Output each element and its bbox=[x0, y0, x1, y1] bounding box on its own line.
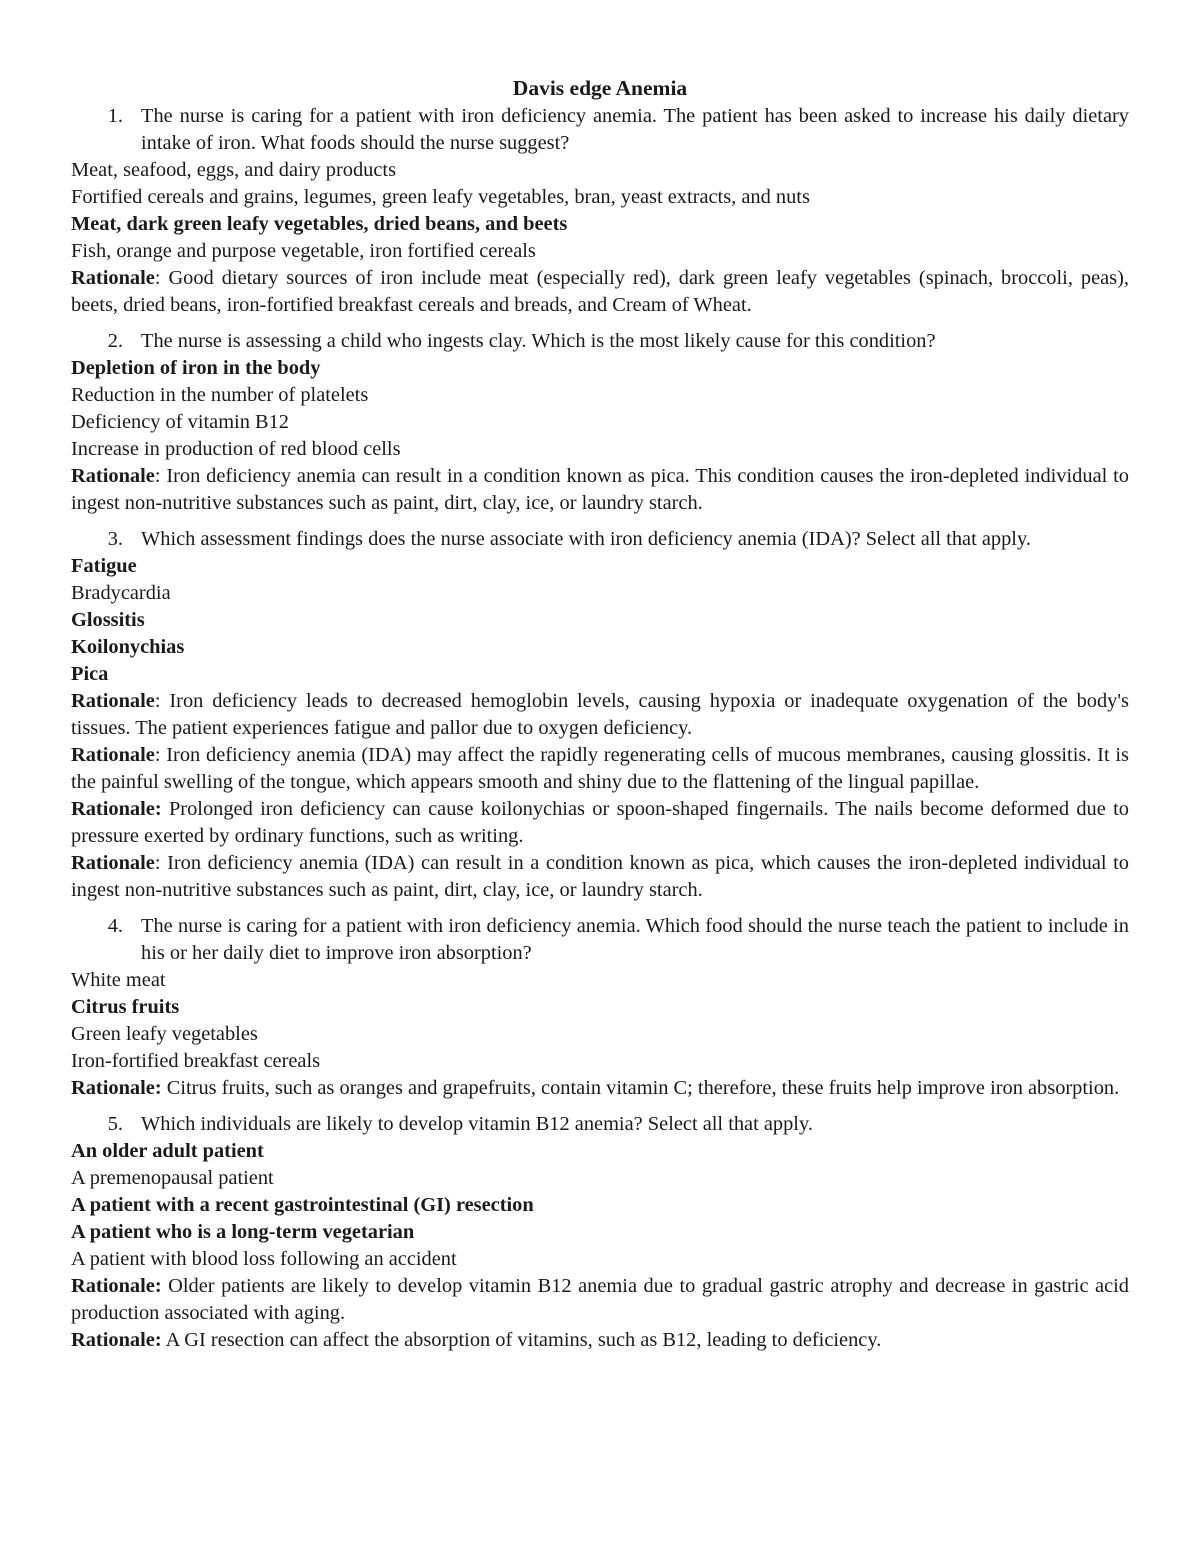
rationale-text: : Good dietary sources of iron include meat (especially red), dark green leafy vegetables (spinach, broccoli, peas), beets, dried beans, iron-fortified breakfast cereals and breads, and Cream of Wheat. bbox=[71, 267, 1129, 316]
answer-option: Bradycardia bbox=[71, 582, 171, 604]
rationale-text: : Iron deficiency anemia (IDA) may affect the rapidly regenerating cells of mucous membranes, causing glossitis. It is the painful swelling of the tongue, which appears smooth and shiny due to the flattening of the lingual papillae. bbox=[71, 744, 1129, 793]
question-number: 4. bbox=[107, 915, 123, 937]
answer-option-correct: A patient with a recent gastrointestinal (GI) resection bbox=[71, 1194, 534, 1216]
rationale-text: : Iron deficiency anemia (IDA) can result in a condition known as pica, which causes the iron-depleted individual to ingest non-nutritive substances such as paint, dirt, clay, ice, or laundry starch. bbox=[71, 852, 1129, 901]
rationale-text: Older patients are likely to develop vitamin B12 anemia due to gradual gastric atrophy and decrease in gastric acid production associated with aging. bbox=[71, 1275, 1129, 1324]
rationale-label: Rationale bbox=[71, 465, 155, 487]
rationale-text: Citrus fruits, such as oranges and grapefruits, contain vitamin C; therefore, these fruits help improve iron absorption. bbox=[161, 1077, 1120, 1099]
rationale bbox=[71, 850, 1129, 904]
answer-option-correct: Glossitis bbox=[71, 609, 145, 631]
rationale-label: Rationale: bbox=[71, 798, 162, 820]
question-block bbox=[71, 103, 1129, 319]
question-stem bbox=[71, 103, 1129, 157]
answer-option: Deficiency of vitamin B12 bbox=[71, 411, 290, 433]
rationale bbox=[71, 265, 1129, 319]
rationale-text: : Iron deficiency leads to decreased hemoglobin levels, causing hypoxia or inadequate oxygenation of the body's tissues. The patient experiences fatigue and pallor due to oxygen deficiency. bbox=[71, 690, 1129, 739]
question-text: The nurse is caring for a patient with iron deficiency anemia. Which food should the nurse teach the patient to include in his or her daily diet to improve iron absorption? bbox=[141, 915, 1129, 964]
rationale-text: : Iron deficiency anemia can result in a condition known as pica. This condition causes the iron-depleted individual to ingest non-nutritive substances such as paint, dirt, clay, ice, or laundry starch. bbox=[71, 465, 1129, 514]
rationale bbox=[71, 1273, 1129, 1327]
rationale-label: Rationale bbox=[71, 267, 155, 289]
rationale bbox=[71, 742, 1129, 796]
rationale bbox=[71, 463, 1129, 517]
answer-option: A patient with blood loss following an accident bbox=[71, 1248, 457, 1270]
question-stem bbox=[71, 328, 1129, 355]
rationale-label: Rationale bbox=[71, 690, 155, 712]
rationale-text: Prolonged iron deficiency can cause koilonychias or spoon-shaped fingernails. The nails become deformed due to pressure exerted by ordinary functions, such as writing. bbox=[71, 798, 1129, 847]
question-block bbox=[71, 526, 1129, 904]
answer-option-correct: A patient who is a long-term vegetarian bbox=[71, 1221, 415, 1243]
rationale bbox=[71, 1327, 1129, 1354]
question-block bbox=[71, 1111, 1129, 1354]
answer-option: Iron-fortified breakfast cereals bbox=[71, 1050, 321, 1072]
question-stem bbox=[71, 913, 1129, 967]
question-block bbox=[71, 913, 1129, 1102]
question-stem bbox=[71, 526, 1129, 553]
answer-option-correct: Koilonychias bbox=[71, 636, 185, 658]
question-number: 5. bbox=[107, 1113, 123, 1135]
answer-option-correct: Pica bbox=[71, 663, 109, 685]
answer-option: Fish, orange and purpose vegetable, iron fortified cereals bbox=[71, 240, 536, 262]
answer-option-correct: Citrus fruits bbox=[71, 996, 180, 1018]
rationale-label: Rationale bbox=[71, 744, 155, 766]
rationale bbox=[71, 688, 1129, 742]
document-title: Davis edge Anemia bbox=[512, 76, 688, 100]
rationale-label: Rationale bbox=[71, 852, 155, 874]
question-stem bbox=[71, 1111, 1129, 1138]
rationale bbox=[71, 796, 1129, 850]
rationale-text: A GI resection can affect the absorption of vitamins, such as B12, leading to deficiency. bbox=[161, 1329, 882, 1351]
answer-option: White meat bbox=[71, 969, 166, 991]
answer-option-correct: An older adult patient bbox=[71, 1140, 264, 1162]
question-block bbox=[71, 328, 1129, 517]
rationale-label: Rationale: bbox=[71, 1077, 162, 1099]
answer-option-correct: Fatigue bbox=[71, 555, 137, 577]
question-text: The nurse is caring for a patient with iron deficiency anemia. The patient has been asked to increase his daily dietary intake of iron. What foods should the nurse suggest? bbox=[141, 105, 1129, 154]
question-number: 1. bbox=[107, 105, 123, 127]
answer-option-correct: Depletion of iron in the body bbox=[71, 357, 321, 379]
question-number: 3. bbox=[107, 528, 123, 550]
answer-option: Meat, seafood, eggs, and dairy products bbox=[71, 159, 397, 181]
question-number: 2. bbox=[107, 330, 123, 352]
answer-option: A premenopausal patient bbox=[71, 1167, 274, 1189]
question-list bbox=[71, 103, 1129, 1354]
answer-option-correct: Meat, dark green leafy vegetables, dried beans, and beets bbox=[71, 213, 568, 235]
rationale-label: Rationale: bbox=[71, 1275, 162, 1297]
rationale-label: Rationale: bbox=[71, 1329, 162, 1351]
question-text: Which assessment findings does the nurse associate with iron deficiency anemia (IDA)? Select all that apply. bbox=[141, 528, 1031, 550]
rationale bbox=[71, 1075, 1129, 1102]
answer-option: Fortified cereals and grains, legumes, green leafy vegetables, bran, yeast extracts, and nuts bbox=[71, 186, 810, 208]
question-text: The nurse is assessing a child who ingests clay. Which is the most likely cause for this condition? bbox=[141, 330, 936, 352]
question-text: Which individuals are likely to develop vitamin B12 anemia? Select all that apply. bbox=[141, 1113, 813, 1135]
answer-option: Reduction in the number of platelets bbox=[71, 384, 369, 406]
answer-option: Increase in production of red blood cells bbox=[71, 438, 401, 460]
answer-option: Green leafy vegetables bbox=[71, 1023, 258, 1045]
